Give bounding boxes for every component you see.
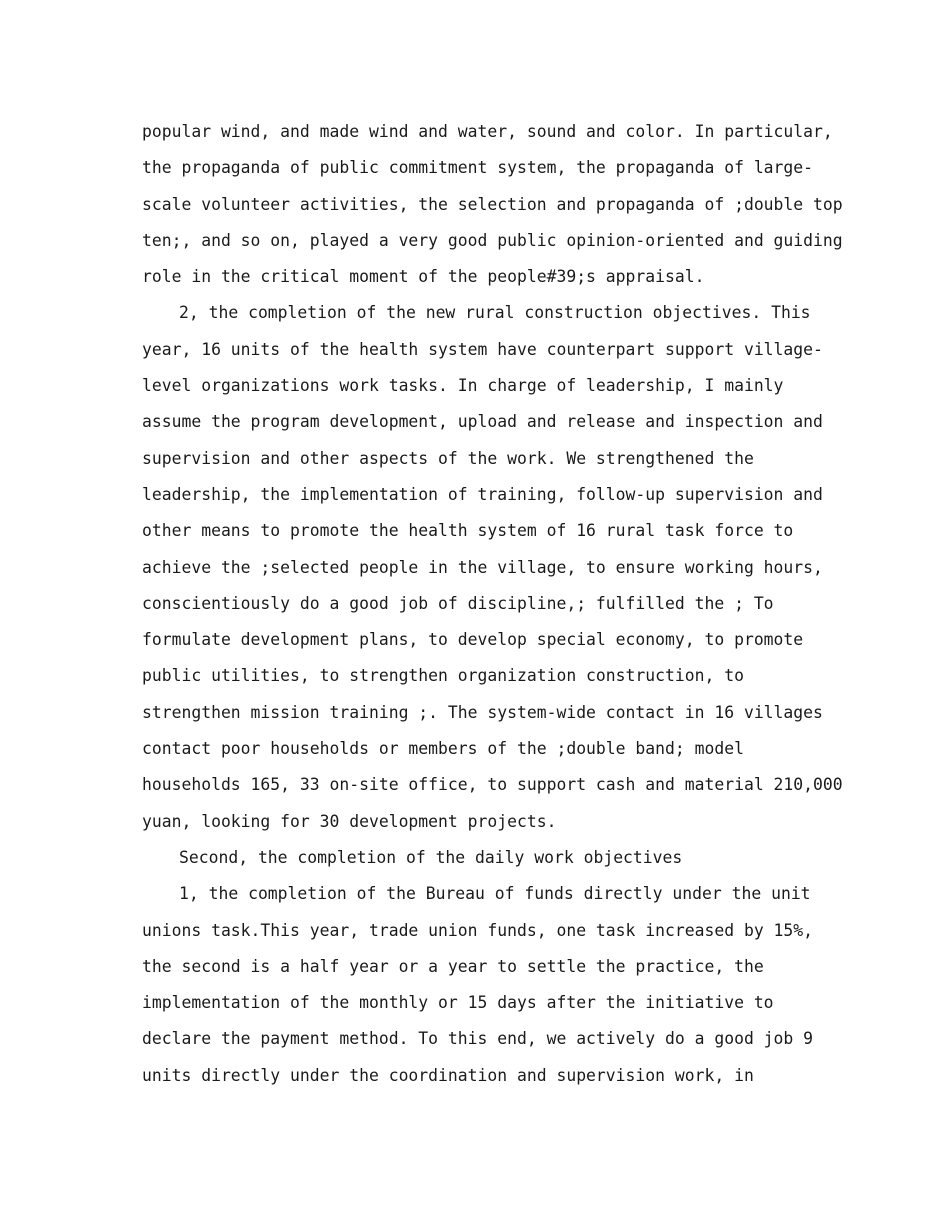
text-line: the propaganda of public commitment system, the propaganda of large- [142,158,814,178]
text-line: role in the critical moment of the people#39;s appraisal. [142,267,705,287]
document-body-text [142,114,843,1094]
text-line: 1, the completion of the Bureau of funds directly under the unit [179,884,811,904]
text-line: achieve the ;selected people in the village, to ensure working hours, [142,557,823,577]
text-line: the second is a half year or a year to settle the practice, the [142,956,764,976]
text-line: year, 16 units of the health system have counterpart support village- [142,339,823,359]
text-line: unions task.This year, trade union funds, one task increased by 15%, [142,920,814,940]
text-line: conscientiously do a good job of discipline,; fulfilled the ; To [142,593,774,613]
text-line: other means to promote the health system of 16 rural task force to [142,521,794,541]
text-line: units directly under the coordination and supervision work, in [142,1065,754,1085]
text-line: households 165, 33 on-site office, to support cash and material 210,000 [142,775,843,795]
text-line: strengthen mission training ;. The system-wide contact in 16 villages [142,702,823,722]
text-line: contact poor households or members of the ;double band; model [142,739,744,759]
text-line: 2, the completion of the new rural construction objectives. This [179,303,811,323]
text-line: Second, the completion of the daily work objectives [179,847,683,867]
text-line: leadership, the implementation of training, follow-up supervision and [142,484,823,504]
text-line: scale volunteer activities, the selection and propaganda of ;double top [142,194,843,214]
text-line: supervision and other aspects of the work. We strengthened the [142,448,754,468]
text-line: implementation of the monthly or 15 days after the initiative to [142,993,774,1013]
text-line: level organizations work tasks. In charge of leadership, I mainly [142,376,784,396]
text-line: popular wind, and made wind and water, sound and color. In particular, [142,122,833,141]
text-line: ten;, and so on, played a very good public opinion-oriented and guiding [142,230,843,250]
text-line: public utilities, to strengthen organization construction, to [142,666,744,686]
text-line: declare the payment method. To this end, we actively do a good job 9 [142,1029,814,1049]
text-line: assume the program development, upload and release and inspection and [142,412,823,432]
text-line: yuan, looking for 30 development projects. [142,811,557,831]
text-line: formulate development plans, to develop special economy, to promote [142,630,804,650]
